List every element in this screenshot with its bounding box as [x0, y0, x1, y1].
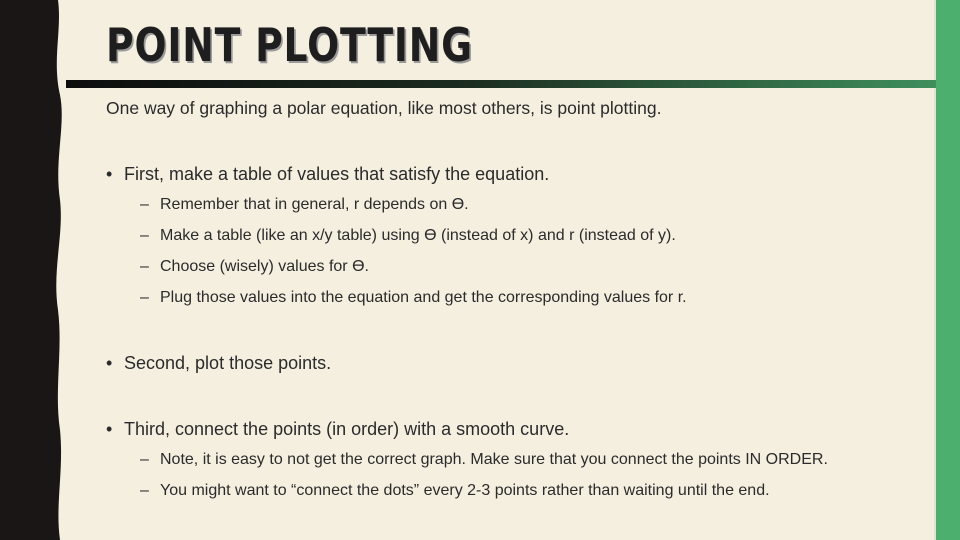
slide-content	[106, 96, 906, 502]
bullet-icon: •	[106, 353, 113, 373]
dash-icon: –	[140, 196, 149, 213]
bullet-item-2	[106, 351, 906, 375]
sub-item-1-4	[106, 287, 906, 309]
sub-item-3-2	[106, 480, 906, 502]
sub-item-text: Remember that in general, r depends on ϴ.	[160, 196, 469, 213]
sub-item-text: Note, it is easy to not get the correct graph. Make sure that you connect the points IN ORDER.	[160, 451, 828, 468]
title-underline-bar	[66, 80, 936, 88]
sub-item-text: You might want to “connect the dots” every 2-3 points rather than waiting until the end.	[160, 482, 770, 499]
dash-icon: –	[140, 227, 149, 244]
torn-edge-decoration	[0, 0, 66, 540]
bullet-item-3	[106, 417, 906, 441]
dash-icon: –	[140, 482, 149, 499]
sub-item-text: Plug those values into the equation and get the corresponding values for r.	[160, 289, 687, 306]
intro-text: One way of graphing a polar equation, like most others, is point plotting.	[106, 98, 662, 118]
sub-item-1-3	[106, 256, 906, 278]
bullet-text: First, make a table of values that satisfy the equation.	[124, 164, 550, 184]
left-decorative-band	[0, 0, 66, 540]
sub-item-1-1	[106, 194, 906, 216]
sub-item-text: Choose (wisely) values for ϴ.	[160, 258, 369, 275]
sub-item-1-2	[106, 225, 906, 247]
right-accent-band	[936, 0, 960, 540]
dash-icon: –	[140, 289, 149, 306]
bullet-icon: •	[106, 164, 113, 184]
bullet-text: Third, connect the points (in order) with a smooth curve.	[124, 419, 570, 439]
slide-title: POINT PLOTTING	[106, 18, 473, 72]
sub-item-text: Make a table (like an x/y table) using ϴ (instead of x) and r (instead of y).	[160, 227, 676, 244]
bullet-item-1	[106, 162, 906, 186]
bullet-icon: •	[106, 419, 113, 439]
dash-icon: –	[140, 451, 149, 468]
bullet-text: Second, plot those points.	[124, 353, 332, 373]
sub-item-3-1	[106, 449, 906, 471]
dash-icon: –	[140, 258, 149, 275]
